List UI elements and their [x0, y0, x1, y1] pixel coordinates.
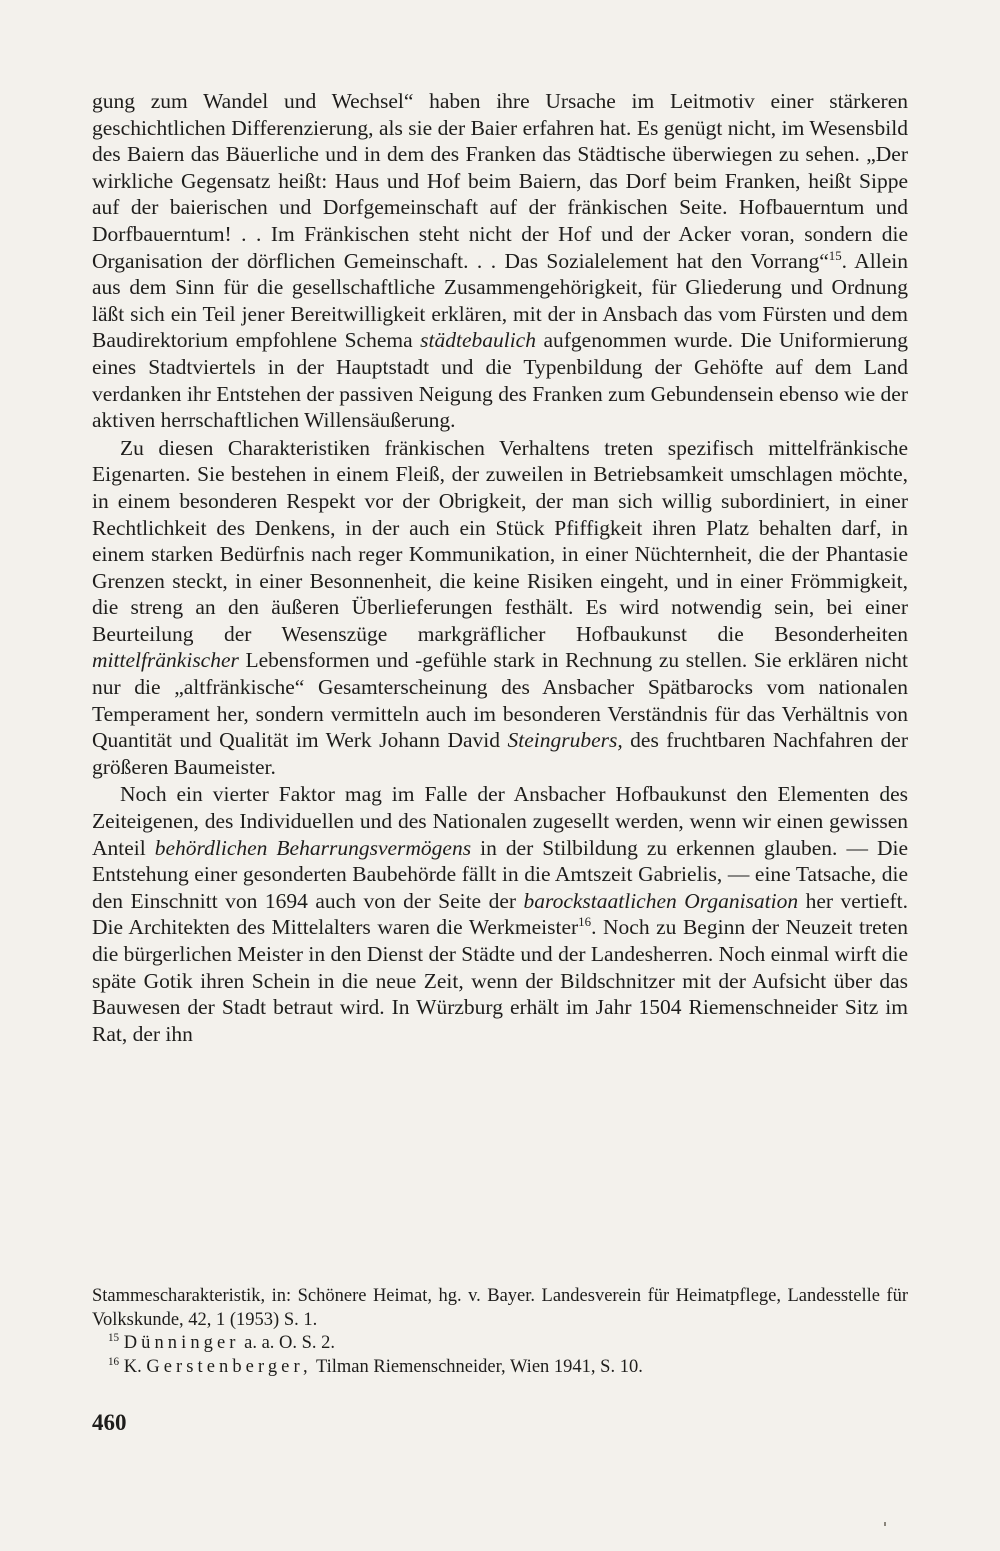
text-run: des fruchtbaren Nachfahren der größeren Baumeister.	[92, 728, 909, 779]
text-run: gung zum Wandel und Wechsel“ haben ihre Ursache im Leitmotiv einer stärkeren geschichtlichen Differenzierung, als sie der Baier erfahren hat. Es genügt nicht, im Wesensbild des Baiern das Bäuerliche und in dem des Franken das Städtische überwiegen zu sehen. „Der wirkliche Gegensatz heißt: Haus und Hof beim Baiern, das Dorf beim Franken, heißt Sippe auf der baierischen und Dorfgemeinschaft auf der fränkischen Seite. Hofbauerntum und Dorfbauerntum! . . Im Fränkischen steht nicht der Hof und der Acker voran, sondern die Organisation der dörflichen Gemeinschaft. . . Das Sozialelement hat den Vorrang“	[92, 89, 908, 273]
paragraph	[92, 435, 908, 781]
paragraph	[92, 781, 908, 1047]
emphasis-text: Steingrubers,	[507, 728, 623, 753]
footnote-ref: 15	[108, 1331, 120, 1344]
emphasis-text: behördlichen Beharrungsvermögens	[154, 835, 472, 860]
main-text	[92, 88, 908, 1047]
text-run: Noch ein vierter Faktor mag im Falle der Ansbacher Hofbaukunst den Elementen des Zeiteigenen, des Individuellen und des Nationalen zugesellt werden, wenn wir einen gewissen Anteil	[92, 782, 908, 860]
footnote-continuation	[92, 1285, 908, 1332]
text-run: Zu diesen Charakteristiken fränkischen Verhaltens treten spezifisch mittelfränkische Eigenarten. Sie bestehen in einem Fleiß, der zuweilen in Betriebsamkeit umschlagen möchte, in einem besonderen Respekt vor der Obrigkeit, der man sich willig subordiniert, in einer Rechtlichkeit des Denkens, in der auch ein Stück Pfiffigkeit ihren Platz behalten darf, in einem starken Bedürfnis nach reger Kommunikation, in einer Nüchternheit, die der Phantasie Grenzen steckt, in einer Besonnenheit, die keine Risiken eingeht, und in einer Frömmigkeit, die streng an den äußeren Überlieferungen festhält. Es wird notwendig sein, bei einer Beurteilung der Wesenszüge markgräflicher Hofbaukunst die Besonderheiten	[92, 435, 908, 646]
footnote	[92, 1356, 908, 1380]
emphasis-text: mittelfränkischer	[92, 648, 239, 673]
text-run: her vertieft. Die Architekten des Mittelalters waren die Werkmeister	[92, 888, 908, 940]
text-run: Lebensformen und -gefühle stark in Rechnung zu stellen. Sie erklären nicht nur die „altfränkische“ Gesamterscheinung des Ansbacher Spätbarocks vom nationalen Temperament her, sondern vermitteln auch im besonderen Verständnis für das Verhältnis von Quantität und Qualität im Werk Johann David	[92, 648, 908, 753]
paragraph	[92, 88, 908, 434]
spaced-author-name: Gerstenberger,	[146, 1356, 312, 1377]
footnotes	[92, 1285, 908, 1379]
spaced-author-name: Dünninger	[123, 1333, 240, 1353]
footnote-ref: 15	[828, 248, 842, 263]
text-run: K.	[119, 1356, 147, 1377]
emphasis-text: barockstaatlichen Organisation	[523, 888, 799, 913]
text-run: aufgenommen wurde. Die Uniformierung eines Stadtviertels in der Hauptstadt und die Typenbildung der Gehöfte auf dem Land verdanken ihr Entstehen der passiven Neigung des Franken zum Gebundensein ebenso wie der aktiven herrschaftlichen Willensäußerung.	[92, 328, 908, 433]
text-run: Tilman Riemenschneider, Wien 1941, S. 10.	[311, 1356, 643, 1377]
footnote-ref: 16	[108, 1355, 120, 1368]
text-run: a. a. O. S. 2.	[239, 1333, 336, 1353]
emphasis-text: städtebaulich	[420, 328, 536, 353]
footnote-ref: 16	[578, 915, 592, 930]
text-run: . Allein aus dem Sinn für die gesellschaftliche Zusammengehörigkeit, für Gliederung und Ordnung läßt sich ein Teil jener Bereitwilligkeit erklären, mit der in Ansbach das vom Fürsten und dem Baudirektorium empfohlene Schema	[92, 248, 908, 353]
text-run: in der Stilbildung zu erkennen glauben. — Die Entstehung einer gesonderten Baubehörde fällt in die Amtszeit Gabrielis, — eine Tatsache, die den Einschnitt von 1694 auch von der Seite der	[92, 835, 909, 913]
scan-speck	[884, 1522, 886, 1526]
footnote	[92, 1332, 908, 1356]
page-number: 460	[92, 1410, 127, 1435]
text-run: . Noch zu Beginn der Neuzeit treten die bürgerlichen Meister in den Dienst der Städte und der Landesherren. Noch einmal wirft die späte Gotik ihren Schein in die neue Zeit, wenn der Bildschnitzer mit der Aufsicht über das Bauwesen der Stadt betraut wird. In Würzburg erhält im Jahr 1504 Riemenschneider Sitz im Rat, der ihn	[92, 915, 908, 1046]
text-run: Stammescharakteristik, in: Schönere Heimat, hg. v. Bayer. Landesverein für Heimatpflege, Landesstelle für Volkskunde, 42, 1 (1953) S. 1.	[92, 1286, 908, 1330]
